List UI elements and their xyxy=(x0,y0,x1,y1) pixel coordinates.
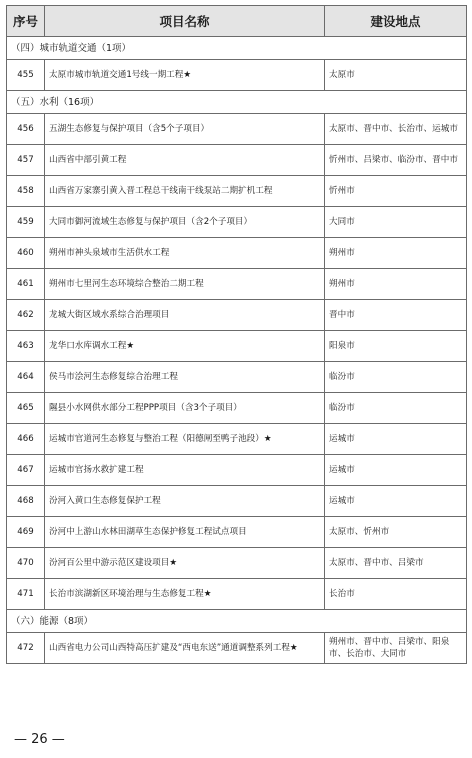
row-location: 运城市 xyxy=(325,486,467,517)
table-row xyxy=(7,238,467,269)
table-row xyxy=(7,114,467,145)
row-location: 大同市 xyxy=(325,207,467,238)
row-number: 466 xyxy=(7,424,45,455)
row-number: 467 xyxy=(7,455,45,486)
table-row xyxy=(7,486,467,517)
row-project-name: 五湖生态修复与保护项目（含5个子项目） xyxy=(45,114,325,145)
table-row xyxy=(7,633,467,664)
row-project-name: 太原市城市轨道交通1号线一期工程★ xyxy=(45,60,325,91)
row-number: 464 xyxy=(7,362,45,393)
row-project-name: 隰县小水网供水部分工程PPP项目（含3个子项目） xyxy=(45,393,325,424)
row-project-name: 山西省万家寨引黄入晋工程总干线南干线泵站二期扩机工程 xyxy=(45,176,325,207)
header-serial: 序号 xyxy=(7,6,45,37)
row-location: 忻州市 xyxy=(325,176,467,207)
row-location: 临汾市 xyxy=(325,362,467,393)
row-project-name: 山西省电力公司山西特高压扩建及“西电东送”通道调整系列工程★ xyxy=(45,633,325,664)
row-number: 470 xyxy=(7,548,45,579)
row-location: 太原市、晋中市、吕梁市 xyxy=(325,548,467,579)
row-project-name: 龙城大街区域水系综合治理项目 xyxy=(45,300,325,331)
row-location: 晋中市 xyxy=(325,300,467,331)
section-row xyxy=(7,610,467,633)
row-location: 朔州市 xyxy=(325,269,467,300)
table-row xyxy=(7,176,467,207)
row-location: 运城市 xyxy=(325,455,467,486)
row-project-name: 汾河入黄口生态修复保护工程 xyxy=(45,486,325,517)
row-project-name: 汾河中上游山水林田湖草生态保护修复工程试点项目 xyxy=(45,517,325,548)
row-project-name: 长治市滨湖新区环境治理与生态修复工程★ xyxy=(45,579,325,610)
row-number: 471 xyxy=(7,579,45,610)
row-project-name: 朔州市七里河生态环境综合整治二期工程 xyxy=(45,269,325,300)
row-project-name: 大同市御河流域生态修复与保护项目（含2个子项目） xyxy=(45,207,325,238)
header-project-name: 项目名称 xyxy=(45,6,325,37)
row-number: 472 xyxy=(7,633,45,664)
table-row xyxy=(7,548,467,579)
row-number: 460 xyxy=(7,238,45,269)
row-number: 457 xyxy=(7,145,45,176)
table-row xyxy=(7,145,467,176)
row-location: 朔州市 xyxy=(325,238,467,269)
row-location: 太原市 xyxy=(325,60,467,91)
table-row xyxy=(7,269,467,300)
table-row xyxy=(7,393,467,424)
table-row xyxy=(7,362,467,393)
table-row xyxy=(7,517,467,548)
row-number: 462 xyxy=(7,300,45,331)
row-number: 455 xyxy=(7,60,45,91)
row-number: 459 xyxy=(7,207,45,238)
table-row xyxy=(7,579,467,610)
table-row xyxy=(7,455,467,486)
row-project-name: 山西省中部引黄工程 xyxy=(45,145,325,176)
row-number: 456 xyxy=(7,114,45,145)
table-header-row xyxy=(7,6,467,37)
row-location: 运城市 xyxy=(325,424,467,455)
table-row xyxy=(7,300,467,331)
section-title: （六）能源（8项） xyxy=(7,610,467,633)
section-title: （五）水利（16项） xyxy=(7,91,467,114)
row-location: 太原市、忻州市 xyxy=(325,517,467,548)
row-project-name: 运城市官道河生态修复与整治工程（阳德闸至鸭子池段）★ xyxy=(45,424,325,455)
row-number: 465 xyxy=(7,393,45,424)
table-row xyxy=(7,207,467,238)
row-project-name: 汾河百公里中游示范区建设项目★ xyxy=(45,548,325,579)
header-location: 建设地点 xyxy=(325,6,467,37)
section-row xyxy=(7,37,467,60)
table-row xyxy=(7,331,467,362)
row-project-name: 龙华口水库调水工程★ xyxy=(45,331,325,362)
row-location: 朔州市、晋中市、吕梁市、阳泉市、长治市、大同市 xyxy=(325,633,467,664)
row-location: 忻州市、吕梁市、临汾市、晋中市 xyxy=(325,145,467,176)
row-project-name: 朔州市神头泉域市生活供水工程 xyxy=(45,238,325,269)
section-title: （四）城市轨道交通（1项） xyxy=(7,37,467,60)
row-location: 阳泉市 xyxy=(325,331,467,362)
row-number: 468 xyxy=(7,486,45,517)
row-number: 463 xyxy=(7,331,45,362)
row-project-name: 侯马市浍河生态修复综合治理工程 xyxy=(45,362,325,393)
table-row xyxy=(7,424,467,455)
section-row xyxy=(7,91,467,114)
page-number: — 26 — xyxy=(14,732,65,747)
row-location: 临汾市 xyxy=(325,393,467,424)
row-number: 469 xyxy=(7,517,45,548)
row-number: 458 xyxy=(7,176,45,207)
row-number: 461 xyxy=(7,269,45,300)
row-project-name: 运城市官扬水救扩建工程 xyxy=(45,455,325,486)
table-row xyxy=(7,60,467,91)
row-location: 长治市 xyxy=(325,579,467,610)
project-table xyxy=(6,5,467,664)
row-location: 太原市、晋中市、长治市、运城市 xyxy=(325,114,467,145)
